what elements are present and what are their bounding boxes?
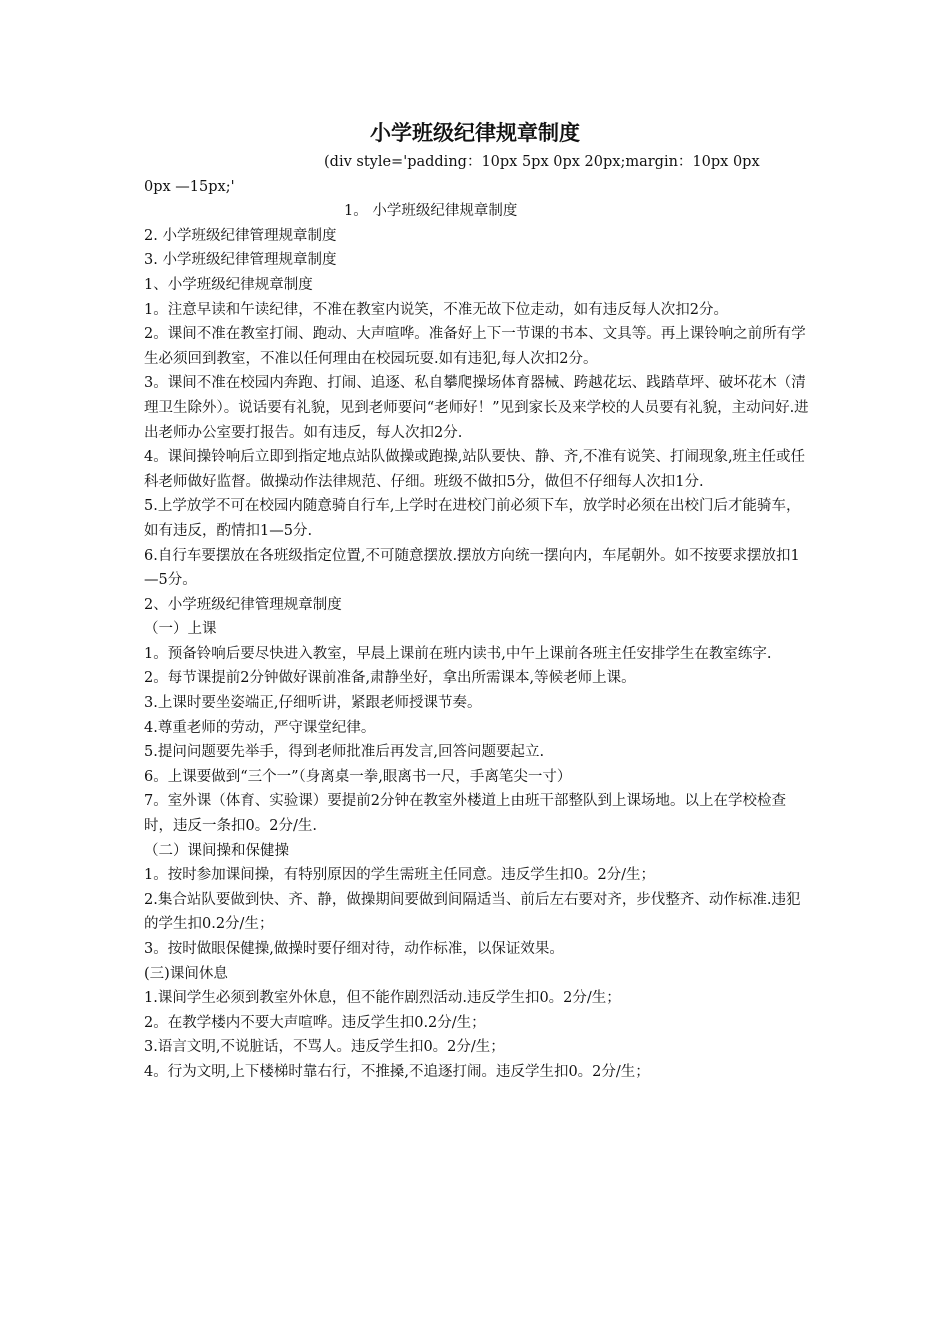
toc-item-2: 2. 小学班级纪律管理规章制度 xyxy=(144,227,337,244)
sub-2-item-3: 3。按时做眼保健操,做操时要仔细对待，动作标准，以保证效果。 xyxy=(144,941,564,957)
section-1-item-1: 1。注意早读和午读纪律，不准在教室内说笑，不准无故下位走动，如有违反每人次扣2分。 xyxy=(144,301,728,318)
sub-1-item-3: 3.上课时要坐姿端正,仔细听讲，紧跟老师授课节奏。 xyxy=(144,695,482,712)
sub-1-item-2: 2。每节课提前2分钟做好课前准备,肃静坐好，拿出所需课本,等候老师上课。 xyxy=(144,670,636,687)
section-1-item-3: 3。课间不准在校园内奔跑、打闹、追逐、私自攀爬操场体育器械、跨越花坛、践踏草坪、破坏花木（清理卫生除外）。说话要有礼貌，见到老师要问“老师好！”见到家长及来学校的人员要有礼貌，主动问好.进出老师办公室要打报告。如有违反，每人次扣2分. xyxy=(144,375,809,441)
document-title: 小学班级纪律规章制度 xyxy=(370,120,580,145)
section-2-heading: 2、小学班级纪律管理规章制度 xyxy=(144,596,342,613)
section-1-heading: 1、小学班级纪律规章制度 xyxy=(144,276,313,293)
sub-1-heading: （一）上课 xyxy=(144,621,217,638)
sub-1-item-5: 5.提问问题要先举手，得到老师批准后再发言,回答问题要起立. xyxy=(144,744,545,761)
section-1-item-6: 6.自行车要摆放在各班级指定位置,不可随意摆放.摆放方向统一摆向内，车尾朝外。如不按要求摆放扣1—5分。 xyxy=(144,547,800,589)
sub-1-item-7: 7。室外课（体育、实验课）要提前2分钟在教室外楼道上由班干部整队到上课场地。以上在学校检查时，违反一条扣0。2分/生. xyxy=(144,793,786,835)
sub-2-heading: （二）课间操和保健操 xyxy=(144,842,289,859)
section-1-item-4: 4。课间操铃响后立即到指定地点站队做操或跑操,站队要快、静、齐,不准有说笑、打闹现象,班主任或任科老师做好监督。做操动作法律规范、仔细。班级不做扣5分，做但不仔细每人次扣1分. xyxy=(144,449,806,490)
toc-item-1: 1。 小学班级纪律规章制度 xyxy=(344,203,518,220)
sub-1-item-1: 1。预备铃响后要尽快进入教室，早晨上课前在班内读书,中午上课前各班主任安排学生在教室练字. xyxy=(144,645,772,662)
document-body xyxy=(144,150,810,1085)
sub-2-item-1: 1。按时参加课间操，有特别原因的学生需班主任同意。违反学生扣0。2分/生； xyxy=(144,867,656,884)
section-1-item-2: 2。课间不准在教室打闹、跑动、大声喧哗。准备好上下一节课的书本、文具等。再上课铃响之前所有学生必须回到教室，不准以任何理由在校园玩耍.如有违犯,每人次扣2分。 xyxy=(144,326,806,367)
code-line-1: (div style='padding：10px 5px 0px 20px;margin：10px 0px xyxy=(324,154,760,170)
sub-1-item-6: 6。上课要做到“三个一”（身离桌一拳,眼离书一尺，手离笔尖一寸） xyxy=(144,768,572,785)
sub-3-item-4: 4。行为文明,上下楼梯时靠右行，不推搡,不追逐打闹。违反学生扣0。2分/生； xyxy=(144,1063,650,1080)
sub-3-item-1: 1.课间学生必须到教室外休息，但不能作剧烈活动.违反学生扣0。2分/生； xyxy=(144,990,621,1007)
sub-3-heading: (三)课间休息 xyxy=(144,965,228,982)
sub-3-item-2: 2。在教学楼内不要大声喧哗。违反学生扣0.2分/生； xyxy=(144,1014,486,1031)
toc-item-3: 3. 小学班级纪律管理规章制度 xyxy=(144,252,337,269)
sub-2-item-2: 2.集合站队要做到快、齐、静，做操期间要做到间隔适当、前后左右要对齐，步伐整齐、动作标准.违犯的学生扣0.2分/生； xyxy=(144,891,801,933)
section-1-item-5: 5.上学放学不可在校园内随意骑自行车,上学时在进校门前必须下车，放学时必须在出校门后才能骑车，如有违反，酌情扣1—5分. xyxy=(144,498,801,539)
code-line-2: 0px —15px;' xyxy=(144,178,235,195)
sub-1-item-4: 4.尊重老师的劳动，严守课堂纪律。 xyxy=(144,719,376,736)
sub-3-item-3: 3.语言文明,不说脏话，不骂人。违反学生扣0。2分/生； xyxy=(144,1039,505,1056)
